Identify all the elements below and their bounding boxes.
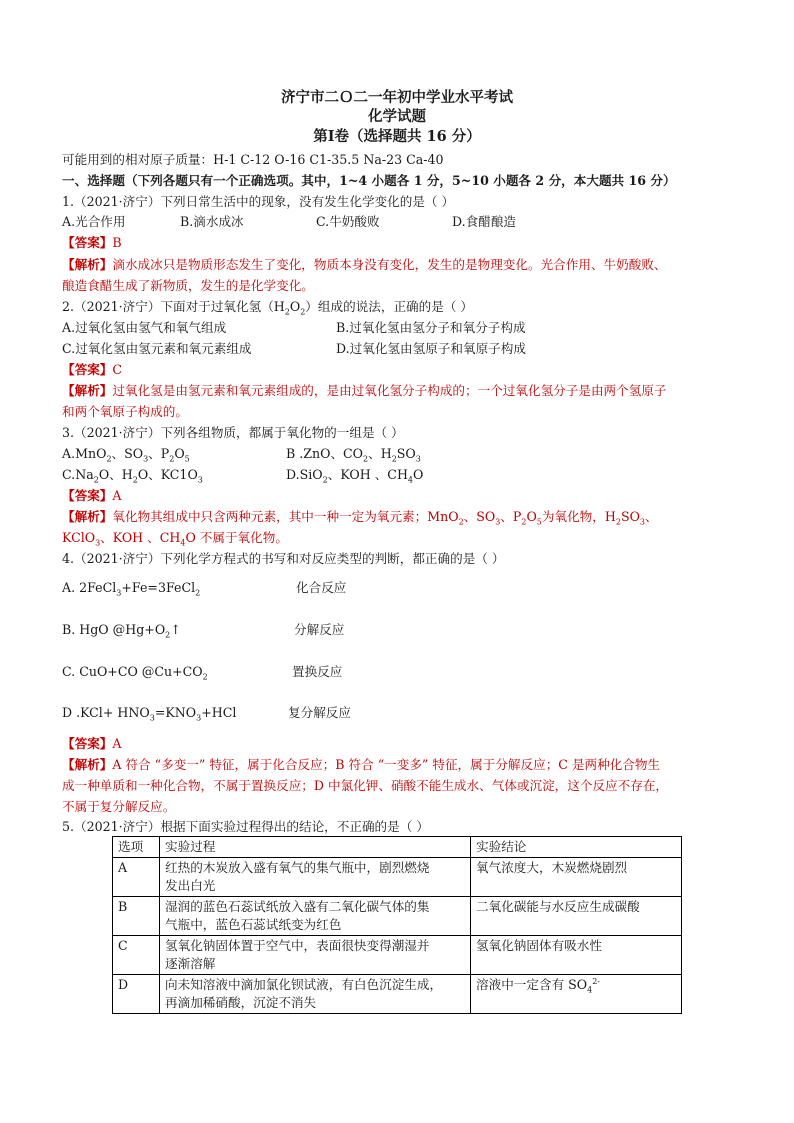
q4-type-d: 复分解反应 (288, 705, 351, 720)
answer-label: 【答案】 (62, 736, 113, 751)
q1-option-d: D.食醋酿造 (452, 214, 517, 229)
q1-answer (62, 234, 122, 252)
q3-answer (62, 487, 121, 505)
q3-analysis-end: 不属于氧化物。 (199, 530, 288, 545)
q3-analysis-mid: 为氧化物， (541, 509, 605, 524)
q3-option-c: $C.Na_2O$、$H_2O$、$KC1O_3$ (62, 467, 203, 485)
analysis-label: 【解析】 (62, 257, 113, 272)
q2-analysis-line2: 和两个氧原子构成的。 (62, 404, 188, 419)
process-line: 再滴加稀硝酸，沉淀不消失 (165, 995, 317, 1010)
part1-heading: 一、选择题（下列各题只有一个正确选项。其中，1~4 小题各 1 分，5~10 小题各 2 分，本大题共 16 分） (62, 173, 676, 188)
table-cell-process (160, 936, 471, 975)
q3-analysis-pre: 氧化物其组成中只含两种元素，其中一种一定为氧元素； (112, 509, 428, 524)
q1-option-c: C.牛奶酸败 (316, 214, 380, 229)
q4-option-b: B. HgO $@Hg+O_2↑$ (62, 622, 181, 640)
q3-option-a: A.MnO$_2$、$SO_3$、$P_2O_5$ (62, 446, 190, 464)
process-line: 气瓶中，蓝色石蕊试纸变为红色 (165, 917, 342, 932)
q2-answer-value: C (112, 362, 123, 377)
q4-option-d: D $.KCl+ HNO_3=KNO_3+HCl$ (62, 705, 237, 723)
q5-table (112, 836, 682, 1014)
table-cell-conclusion: 溶液中一定含有 $SO_4^{2-}$ (471, 975, 682, 1014)
atomic-masses: 可能用到的相对原子质量：H-1 C-12 O-16 C1-35.5 Na-23 Ca-40 (62, 152, 444, 167)
process-line: 逐渐溶解 (165, 956, 216, 971)
process-line: 氢氧化钠固体置于空气中，表面很快变得潮湿并 (165, 938, 430, 953)
table-cell-option: C (113, 936, 160, 975)
table-header-option: 选项 (113, 837, 160, 858)
q3-stem: 3.（2021·济宁）下列各组物质，都属于氧化物的一组是（ ） (62, 425, 404, 440)
table-header-conclusion: 实验结论 (471, 837, 682, 858)
table-header-row (113, 837, 682, 858)
q4-option-c: C. CuO+CO $@Cu+CO_2$ (62, 664, 208, 682)
q1-analysis (62, 256, 667, 274)
q3-option-b: B .ZnO、$CO_2$、$H_2SO_3$ (286, 446, 421, 464)
process-line: 发出白光 (165, 878, 216, 893)
q2-stem-pre: 2.（2021·济宁）下面对于过氧化氢（H (62, 299, 285, 314)
q4-analysis (62, 756, 660, 774)
analysis-label: 【解析】 (62, 383, 113, 398)
process-line: 向未知溶液中滴加氯化钡试液，有白色沉淀生成， (165, 977, 443, 992)
q4-option-a: A. 2FeCl$_3$+Fe=3FeCl$_2$ (62, 580, 201, 598)
table-cell-conclusion: 二氧化碳能与水反应生成碳酸 (471, 897, 682, 936)
q1-stem: 1.（2021·济宁）下列日常生活中的现象，没有发生化学变化的是（ ） (62, 194, 455, 209)
q5-stem: 5.（2021·济宁）根据下面实验过程得出的结论，不正确的是（ ） (62, 819, 429, 834)
table-row (113, 858, 682, 897)
q4-analysis-line2: 成一种单质和一种化合物，不属于置换反应；D 中氯化钾、硝酸不能生成水、气体或沉淀，这个反应不存在， (62, 778, 669, 793)
q1-analysis-line2: 酿造食醋生成了新物质，发生的是化学变化。 (62, 278, 314, 293)
q3-analysis: 【解析】氧化物其组成中只含两种元素，其中一种一定为氧元素；MnO$_2$、$SO_3$、$P_2O_5$为氧化物，$H_2SO_3$、 (62, 509, 658, 527)
q2-option-b: B.过氧化氢由氢分子和氧分子构成 (336, 320, 526, 335)
table-cell-process (160, 975, 471, 1014)
q1-option-a: A.光合作用 (62, 214, 126, 229)
analysis-label: 【解析】 (62, 509, 113, 524)
table-row (113, 975, 682, 1014)
q2-analysis-line1: 过氧化氢是由氢元素和氧元素组成的，是由过氧化氢分子构成的；一个过氧化氢分子是由两个氢原子 (112, 383, 667, 398)
table-cell-option: D (113, 975, 160, 1014)
q2-option-a: A.过氧化氢由氢气和氧气组成 (62, 320, 227, 335)
q3-option-d: D.SiO$_2$、KOH 、$CH_4O$ (286, 467, 424, 485)
table-cell-option: B (113, 897, 160, 936)
q4-analysis-line3: 不属于复分解反应。 (62, 799, 176, 814)
q3-analysis-line2: KClO$_3$、KOH 、$CH_4O$ 不属于氧化物。 (62, 530, 288, 548)
process-line: 湿润的蓝色石蕊试纸放入盛有二氧化碳气体的集 (165, 899, 430, 914)
q2-stem: 2.（2021·济宁）下面对于过氧化氢$(H_2O_2)$组成的说法，正确的是（ ） (62, 299, 474, 317)
q2-answer (62, 361, 122, 379)
table-row (113, 936, 682, 975)
q1-answer-value: B (112, 235, 122, 250)
q4-type-a: 化合反应 (296, 580, 347, 595)
q4-stem: 4.（2021·济宁）下列化学方程式的书写和对反应类型的判断，都正确的是（ ） (62, 551, 505, 566)
q4-type-c: 置换反应 (292, 664, 343, 679)
q2-analysis (62, 382, 667, 400)
q4-answer (62, 735, 121, 753)
q2-option-c: C.过氧化氢由氢元素和氧元素组成 (62, 341, 252, 356)
q2-stem-post: ）组成的说法，正确的是（ ） (305, 299, 474, 314)
table-row (113, 897, 682, 936)
answer-label: 【答案】 (62, 488, 113, 503)
q4-type-b: 分解反应 (294, 622, 345, 637)
analysis-label: 【解析】 (62, 757, 113, 772)
table-cell-process (160, 897, 471, 936)
section-title: 第Ⅰ卷（选择题共 16 分） (313, 128, 481, 145)
q4-answer-value: A (112, 736, 122, 751)
table-cell-option: A (113, 858, 160, 897)
conclusion-text: 溶液中一定含有 SO (476, 977, 588, 992)
process-line: 红热的木炭放入盛有氧气的集气瓶中，剧烈燃烧 (165, 860, 430, 875)
table-header-process: 实验过程 (160, 837, 471, 858)
answer-label: 【答案】 (62, 362, 113, 377)
table-cell-conclusion: 氧气浓度大，木炭燃烧剧烈 (471, 858, 682, 897)
q3-answer-value: A (112, 488, 122, 503)
table-cell-process (160, 858, 471, 897)
q1-analysis-line1: 滴水成冰只是物质形态发生了变化，物质本身没有变化，发生的是物理变化。光合作用、牛奶酸败、 (112, 257, 667, 272)
q1-option-b: B.滴水成冰 (180, 214, 244, 229)
exam-title: 济宁市二Ｏ二一年初中学业水平考试 (281, 89, 513, 106)
answer-label: 【答案】 (62, 235, 113, 250)
exam-subtitle: 化学试题 (368, 108, 426, 125)
q4-analysis-line1: A 符合 “多变一” 特征，属于化合反应；B 符合 “一变多” 特征，属于分解反应；C 是两种化合物生 (112, 757, 661, 772)
table-cell-conclusion: 氢氧化钠固体有吸水性 (471, 936, 682, 975)
q2-option-d: D.过氧化氢由氢原子和氧原子构成 (336, 341, 526, 356)
